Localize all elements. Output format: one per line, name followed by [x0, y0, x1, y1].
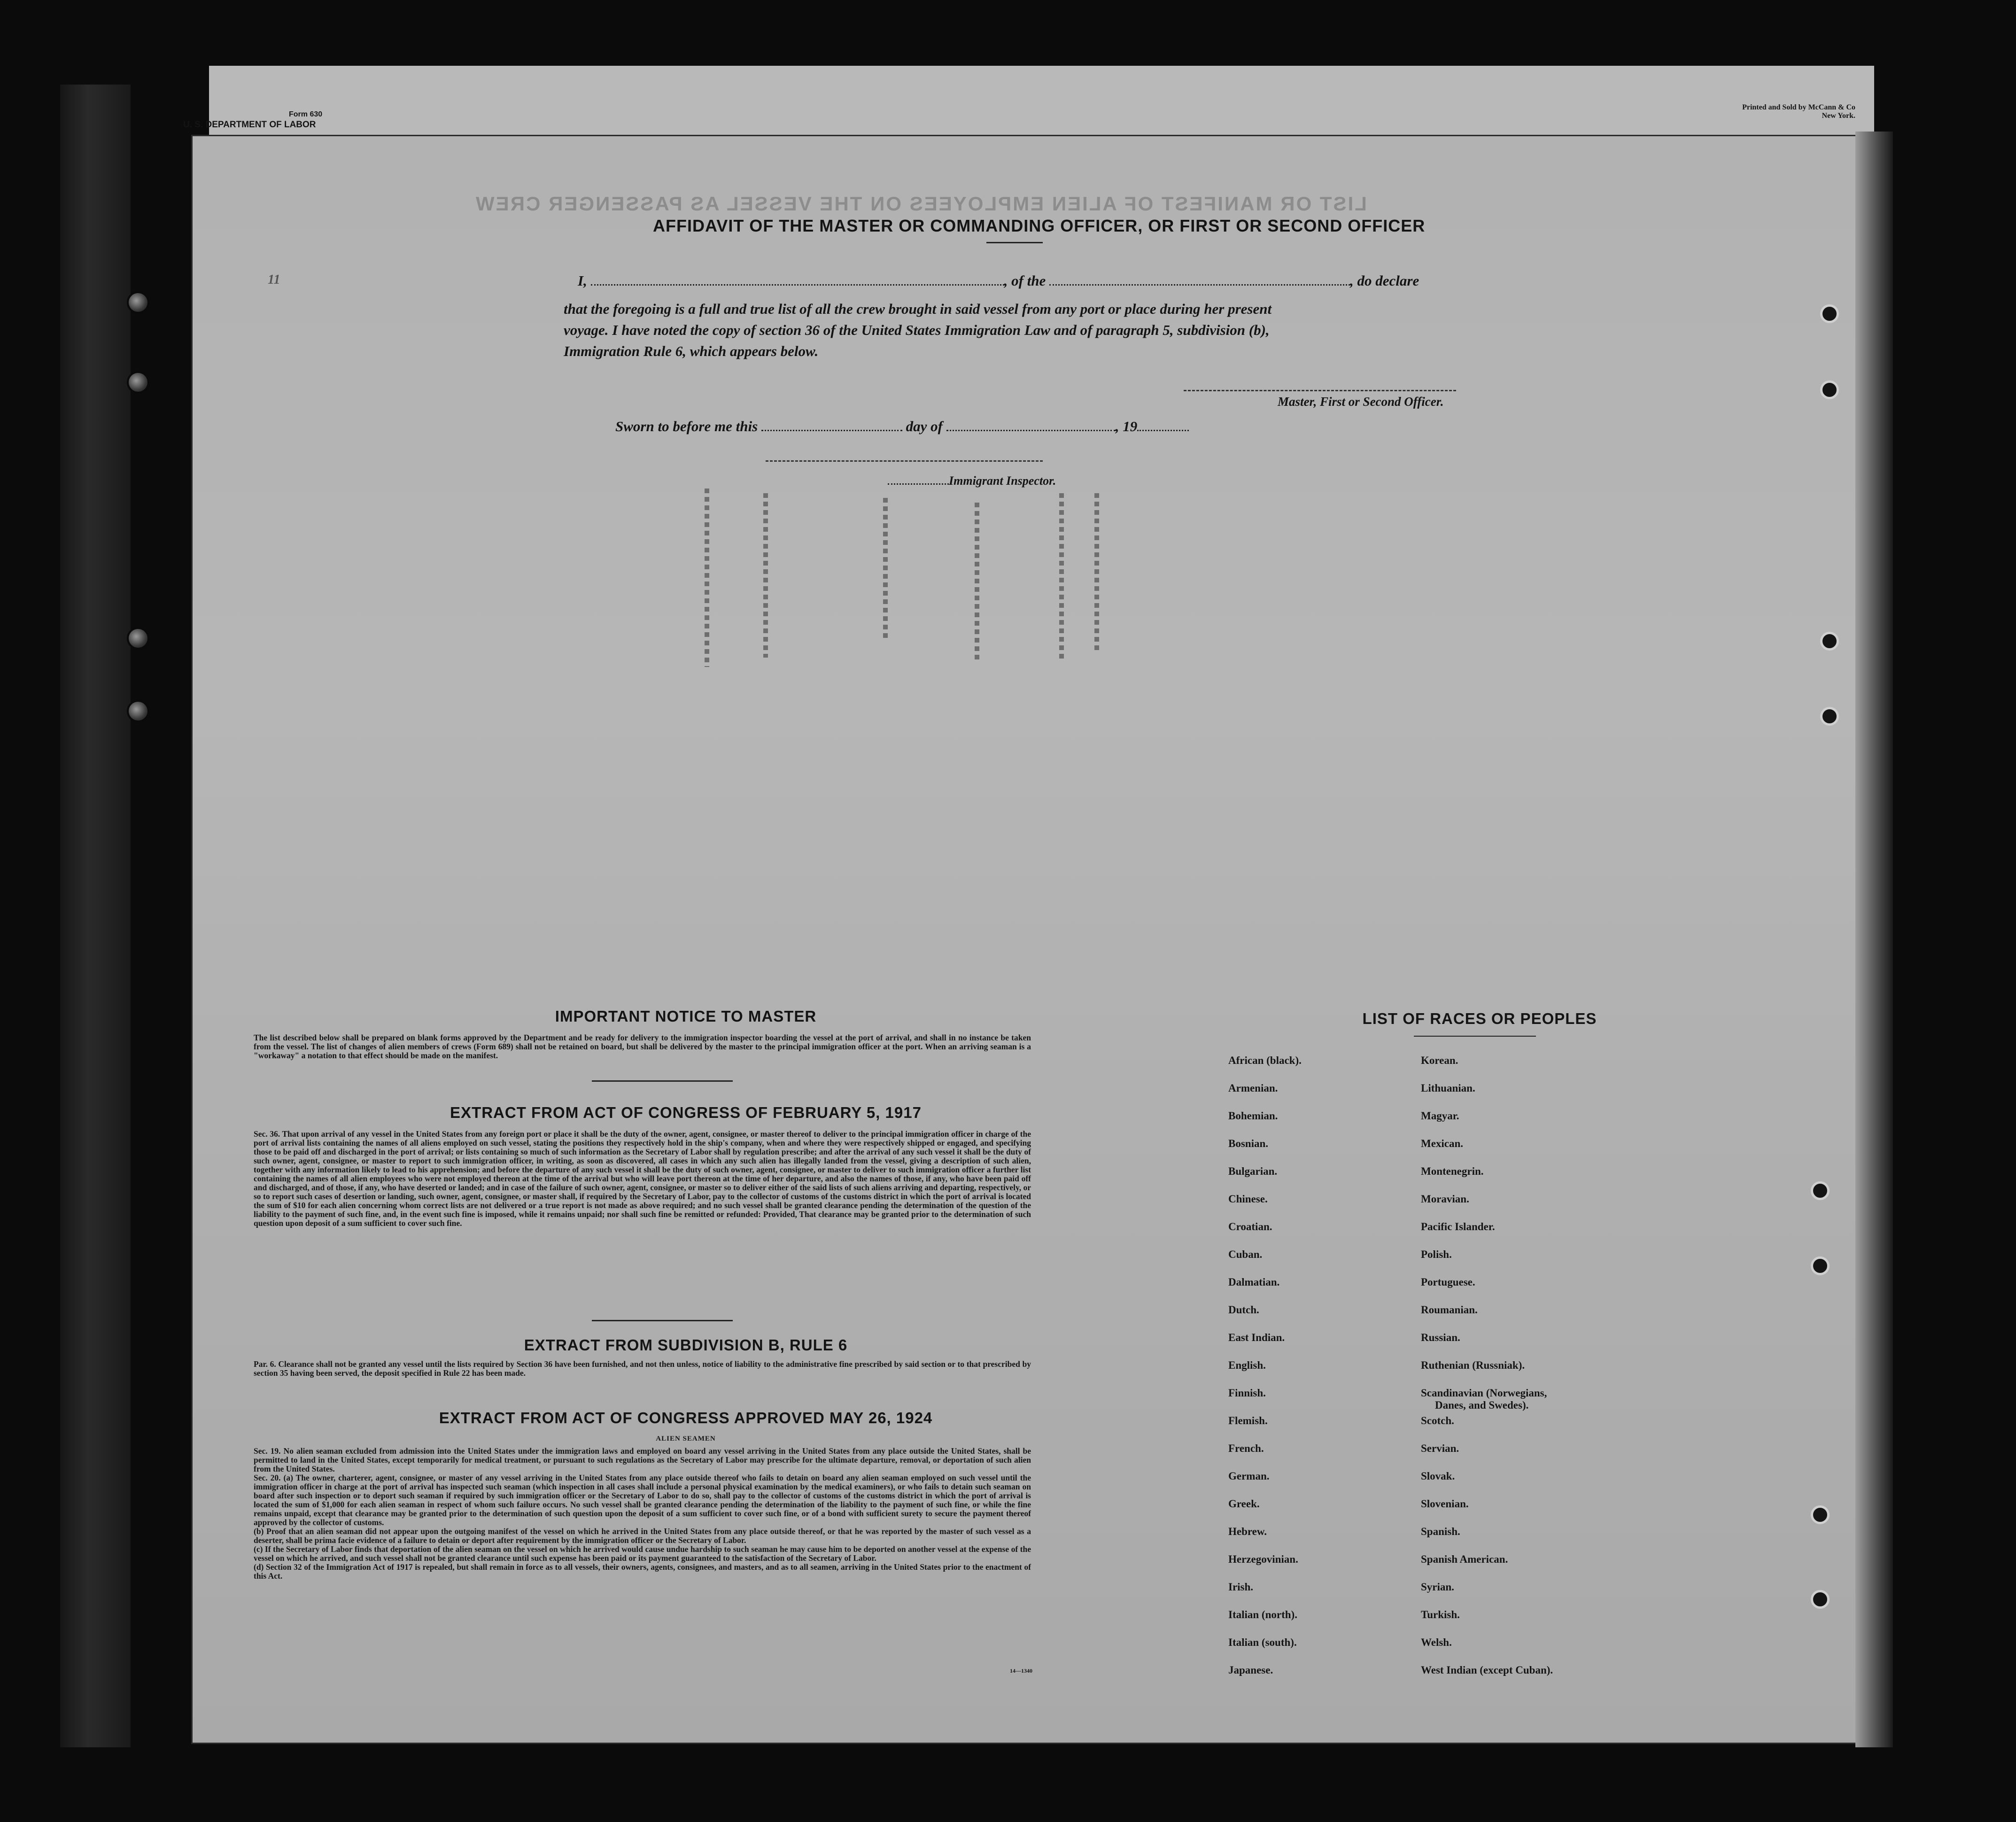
race-item: Magyar.	[1421, 1110, 1459, 1122]
stamp-mark	[763, 493, 768, 658]
race-item: Russian.	[1421, 1332, 1460, 1343]
race-item: Armenian.	[1228, 1082, 1278, 1094]
inspector-signature-line[interactable]	[766, 460, 1043, 462]
race-item: Scandinavian (Norwegians, Danes, and Swedes).	[1421, 1387, 1547, 1411]
race-item: Irish.	[1228, 1581, 1254, 1593]
binder-ring	[127, 700, 149, 722]
section-19: Sec. 19. No alien seaman excluded from admission into the United States under the immigration laws and employed on board any vessel arriving in the United States from any place outside the United States, shall be permitted to land in the United States, except temporarily for medical treatment, or pursuant to such regulations as the Secretary of Labor may prescribe for the ultimate departure, removal, or deportation of such alien from the United States.	[254, 1446, 1031, 1473]
name-field[interactable]	[591, 273, 1004, 286]
affidavit-title: AFFIDAVIT OF THE MASTER OR COMMANDING OFFICER, OR FIRST OR SECOND OFFICER	[653, 216, 1426, 235]
stamp-mark	[705, 488, 709, 667]
extract-rule6-text: Par. 6. Clearance shall not be granted any vessel until the lists required by Section 36 have been furnished, and not then unless, notice of liability to the administrative fine prescribed by said section or to that prescribed by section 35 having been served, the deposit specified in Rule 22 has been made.	[254, 1359, 1031, 1378]
race-item: Servian.	[1421, 1442, 1459, 1454]
affidavit-statement: that the foregoing is a full and true list of all the crew brought in said vessel from any port or place during her present voyage. I have noted the copy of section 36 of the United States Immigration Law and of paragraph 5, subdivision (b), Immigration Rule 6, which appears below.	[564, 301, 1272, 359]
races-title: LIST OF RACES OR PEOPLES	[1362, 1010, 1597, 1027]
master-signature-label: Master, First or Second Officer.	[1278, 395, 1444, 409]
punch-hole	[1811, 1256, 1830, 1275]
race-item: Herzegovinian.	[1228, 1553, 1298, 1565]
extract-rule6-title: EXTRACT FROM SUBDIVISION B, RULE 6	[524, 1336, 848, 1354]
bleed-through-title: LIST OR MANIFEST OF ALIEN EMPLOYEES ON THE VESSEL AS PASSENGER CREW	[474, 193, 1367, 215]
race-item: East Indian.	[1228, 1332, 1285, 1343]
sworn-month-field[interactable]	[946, 419, 1116, 431]
race-item: Bulgarian.	[1228, 1165, 1278, 1177]
punch-hole	[1820, 304, 1839, 323]
race-item: Moravian.	[1421, 1193, 1469, 1205]
race-item: Korean.	[1421, 1054, 1458, 1066]
sworn-day-field[interactable]	[761, 419, 902, 431]
race-item: Mexican.	[1421, 1138, 1464, 1149]
race-item: Dalmatian.	[1228, 1276, 1280, 1288]
race-item: Croatian.	[1228, 1221, 1272, 1233]
notice-text: The list described below shall be prepared on blank forms approved by the Department and be ready for delivery to the immigration inspector boarding the vessel at the port of arrival, and shall in no instance be taken from the vessel. The list of changes of alien members of crews (Form 689) shall not be retained on board, but shall be delivered by the master to the principal immigration officer at the port. When an arriving seaman is a "workaway" a notation to that effect should be made on the manifest.	[254, 1033, 1031, 1060]
stamp-mark	[1059, 493, 1064, 662]
races-right-column	[1421, 1054, 1553, 1692]
binder-ring	[127, 627, 149, 650]
inspector-label: Immigrant Inspector.	[888, 472, 1056, 488]
race-item: Turkish.	[1421, 1609, 1460, 1620]
vessel-field[interactable]	[1049, 273, 1350, 286]
document-page	[193, 136, 1855, 1743]
race-item: French.	[1228, 1442, 1264, 1454]
race-item: Italian (south).	[1228, 1636, 1297, 1648]
section-20d: (d) Section 32 of the Immigration Act of 1917 is repealed, but shall remain in force as to all vessels, their owners, agents, consignees, and masters, and as to all seamen, arriving in the United States prior to the enactment of this Act.	[254, 1562, 1031, 1581]
race-item: Cuban.	[1228, 1248, 1263, 1260]
affidavit-declaration-line: I, , of the , do declare	[578, 272, 1419, 289]
race-item: Montenegrin.	[1421, 1165, 1484, 1177]
race-item: African (black).	[1228, 1054, 1302, 1066]
extract-1917-title: EXTRACT FROM ACT OF CONGRESS OF FEBRUARY 5, 1917	[450, 1104, 922, 1121]
race-item: Portuguese.	[1421, 1276, 1475, 1288]
punch-hole	[1811, 1505, 1830, 1524]
race-item: Greek.	[1228, 1498, 1260, 1510]
punch-hole	[1820, 707, 1839, 726]
printer-credit: Printed and Sold by McCann & Co New York.	[1742, 103, 1855, 120]
race-item: Slovenian.	[1421, 1498, 1469, 1510]
race-item: Slovak.	[1421, 1470, 1455, 1482]
stamp-mark	[975, 503, 979, 662]
race-item: Hebrew.	[1228, 1526, 1267, 1537]
punch-hole	[1811, 1590, 1830, 1609]
page-edge-shadow	[1855, 132, 1893, 1747]
race-item: Italian (north).	[1228, 1609, 1297, 1620]
sworn-year-field[interactable]	[1137, 419, 1189, 431]
race-item: German.	[1228, 1470, 1270, 1482]
race-item: Japanese.	[1228, 1664, 1273, 1676]
title-underline	[986, 242, 1043, 243]
races-title-underline	[1414, 1036, 1536, 1037]
race-item: Flemish.	[1228, 1415, 1268, 1427]
section-20b: (b) Proof that an alien seaman did not appear upon the outgoing manifest of the vessel on which he arrived in the United States from any place outside thereof, or that he was reported by the master of such vessel as a deserter, shall be prima facie evidence of a failure to detain or deport after requirement by the immigration officer or the Secretary of Labor.	[254, 1527, 1031, 1545]
race-item: Finnish.	[1228, 1387, 1266, 1399]
margin-mark: 11	[268, 272, 280, 287]
race-item: English.	[1228, 1359, 1266, 1371]
stamp-mark	[1094, 493, 1099, 653]
department-label: U. S. DEPARTMENT OF LABOR	[183, 120, 316, 130]
print-code: 14—1340	[1010, 1667, 1032, 1674]
race-item: Chinese.	[1228, 1193, 1268, 1205]
notice-title: IMPORTANT NOTICE TO MASTER	[555, 1008, 817, 1025]
race-item: Welsh.	[1421, 1636, 1452, 1648]
race-item: Roumanian.	[1421, 1304, 1478, 1316]
race-item: Syrian.	[1421, 1581, 1454, 1593]
sworn-line: Sworn to before me this day of , 19	[615, 418, 1189, 435]
race-item: Bohemian.	[1228, 1110, 1278, 1122]
races-left-column	[1228, 1054, 1302, 1692]
punch-hole	[1811, 1181, 1830, 1200]
form-number: Form 630	[289, 110, 323, 118]
race-item: Bosnian.	[1228, 1138, 1269, 1149]
section-divider	[592, 1320, 733, 1321]
race-item: Polish.	[1421, 1248, 1452, 1260]
extract-1924-title: EXTRACT FROM ACT OF CONGRESS APPROVED MAY 26, 1924	[439, 1409, 933, 1427]
master-signature-line[interactable]	[1184, 390, 1456, 391]
race-item: Ruthenian (Russniak).	[1421, 1359, 1525, 1371]
alien-seamen-subtitle: ALIEN SEAMEN	[656, 1435, 716, 1442]
race-item: Spanish.	[1421, 1526, 1460, 1537]
section-20a: Sec. 20. (a) The owner, charterer, agent, consignee, or master of any vessel arriving in the United States from any place outside thereof who fails to detain on board any alien seaman employed on such vessel until the immigration officer in charge at the port of arrival has inspected such seaman (which inspection in all cases shall include a personal physical examination by the medical examiners), or who fails to detain such seaman on board after such inspection or to deport such seaman if required by such immigration officer or the Secretary of Labor to do so, shall pay to the collector of customs of the customs district in which the port of arrival is located the sum of $1,000 for each alien seaman in respect of whom such failure occurs. No such vessel shall be granted clearance pending the determination of the liability to the payment of such fine, or while the fine remains unpaid, except that clearance may be granted prior to the determination of such question upon the deposit of a sum sufficient to cover such fine, or of a bond with sufficient surety to secure the payment thereof approved by the collector of customs.	[254, 1473, 1031, 1527]
binder-spine	[60, 85, 131, 1747]
section-20c: (c) If the Secretary of Labor finds that deportation of the alien seaman on the vessel on which he arrived would cause undue hardship to such seaman he may cause him to be deported on another vessel at the expense of the vessel on which he arrived, and such vessel shall not be granted clearance until such expense has been paid or its payment guaranteed to the satisfaction of the Secretary of Labor.	[254, 1544, 1031, 1563]
binder-ring	[127, 371, 149, 394]
race-item: West Indian (except Cuban).	[1421, 1664, 1553, 1676]
extract-1924-text	[254, 1447, 1031, 1581]
race-item: Spanish American.	[1421, 1553, 1508, 1565]
race-item: Scotch.	[1421, 1415, 1454, 1427]
extract-1917-text: Sec. 36. That upon arrival of any vessel in the United States from any foreign port or place it shall be the duty of the owner, agent, consignee, or master thereof to deliver to the principal immigration officer in charge of the port of arrival lists containing the names of all aliens employed on such vessel, stating the positions they respectively hold in the ship's company, when and where they were respectively shipped or engaged, and specifying those to be paid off and discharged in the port of arrival; or lists containing so much of such information as the Secretary of Labor shall by regulation prescribe; and after the arrival of any such vessel it shall be the duty of such owner, agent, consignee, or master to report to such immigration officer, in writing, as soon as discovered, all cases in which any such alien has illegally landed from the vessel, giving a description of such alien, together with any information likely to lead to his apprehension; and before the departure of any such vessel it shall be the duty of such owner, agent, consignee, or master to deliver to such immigration officer a further list containing the names of all alien employees who were not employed thereon at the time of the arrival but who will leave port thereon at the time of her departure, and also the names of those, if any, who have been paid off and discharged, and of those, if any, who have deserted or landed; and in case of the failure of such owner, agent, consignee, or master so to deliver either of the said lists of such aliens arriving and departing, respectively, or so to report such cases of desertion or landing, such owner, agent, consignee, or master shall, if required by the Secretary of Labor, pay to the collector of customs of the customs district in which the port of arrival is located the sum of $10 for each alien concerning whom correct lists are not delivered or a true report is not made as above required; and no such vessel shall be granted clearance pending the determination of the question of the liability to the payment of such fine, and, in the event such fine is imposed, while it remains unpaid; nor shall such fine be remitted or refunded: Provided, That clearance may be granted prior to the determination of such question upon deposit of a sum sufficient to cover such fine.	[254, 1129, 1031, 1228]
binder-ring	[127, 291, 149, 314]
punch-hole	[1820, 632, 1839, 651]
section-divider	[592, 1080, 733, 1082]
punch-hole	[1820, 380, 1839, 399]
stamp-mark	[883, 498, 888, 639]
race-item: Lithuanian.	[1421, 1082, 1475, 1094]
race-item: Dutch.	[1228, 1304, 1259, 1316]
race-item: Pacific Islander.	[1421, 1221, 1495, 1233]
